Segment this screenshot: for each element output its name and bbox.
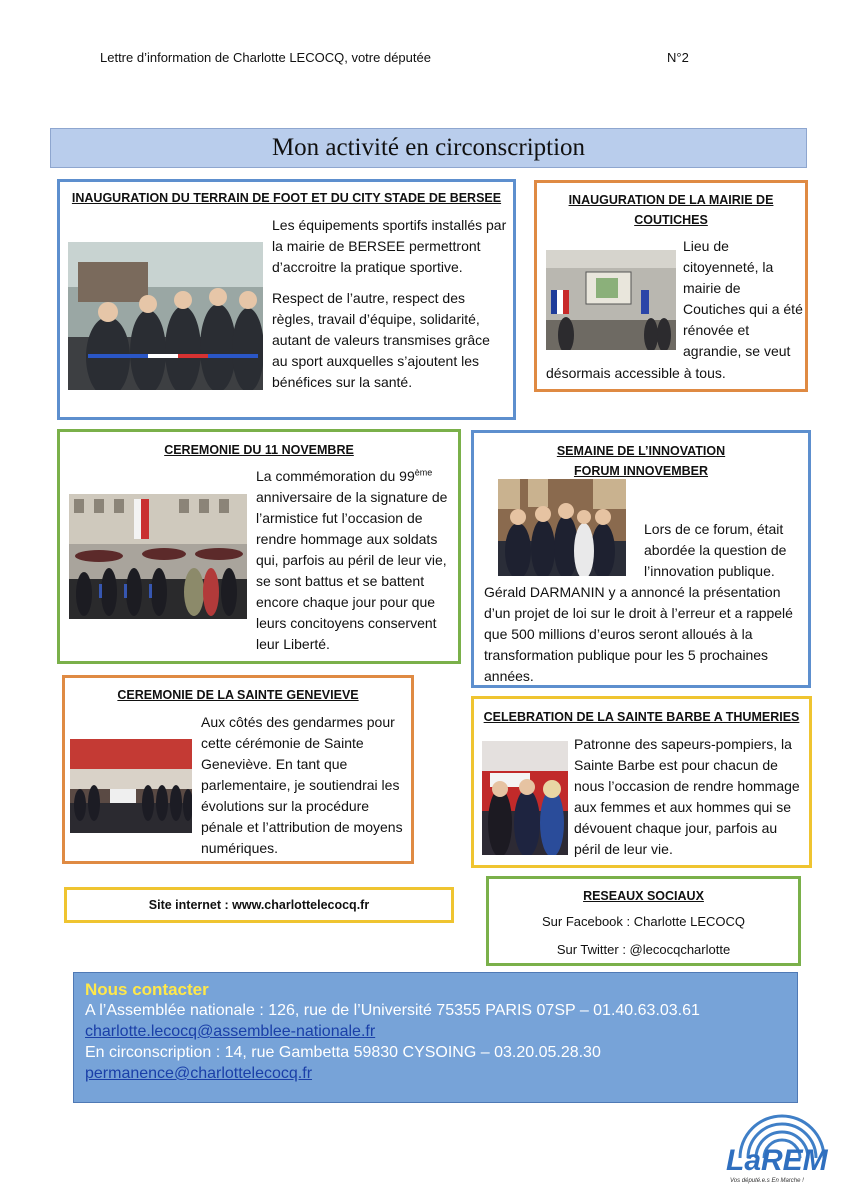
article-title: CELEBRATION DE LA SAINTE BARBE A THUMERIES	[483, 710, 800, 724]
article-text: Aux côtés des gendarmes pour cette cérémonie de Sainte Geneviève. En tant que parlementaire, je soutiendrai les évolutions sur la procédure pénale et l’attribution de moyens numériques.	[201, 714, 403, 856]
photo-ceremonie-11-novembre	[69, 494, 247, 619]
twitter-link[interactable]: Sur Twitter : @lecocqcharlotte	[556, 942, 731, 957]
photo-sainte-genevieve	[70, 739, 192, 833]
photo-mairie-coutiches	[546, 250, 676, 350]
paragraph: Respect de l’autre, respect des règles, travail d’équipe, solidarité, autant de valeurs transmises grâce au sport auxquelles s’ajoutent les bénéfices sur la santé.	[272, 290, 490, 390]
photo-inauguration-bersee	[68, 242, 263, 390]
article-text	[272, 215, 507, 403]
logo-text: LaREM	[726, 1144, 828, 1177]
article-11-novembre	[57, 429, 461, 664]
contact-circonscription-address: En circonscription : 14, rue Gambetta 59830 CYSOING – 03.20.05.28.30	[85, 1044, 601, 1061]
issue-number: N°2	[667, 50, 689, 65]
article-text: Lors de ce forum, était abordée la question de l’innovation publique.	[644, 521, 787, 579]
facebook-link[interactable]: Sur Facebook : Charlotte LECOCQ	[541, 914, 746, 929]
social-networks-box	[486, 876, 801, 966]
photo-forum-innovember	[498, 479, 626, 576]
paragraph: Les équipements sportifs installés par la mairie de BERSEE permettront d’accroitre la pratique sportive.	[272, 217, 507, 275]
article-title: CEREMONIE DE LA SAINTE GENEVIEVE	[117, 688, 359, 702]
section-banner: Mon activité en circonscription	[50, 128, 807, 168]
article-title: CEREMONIE DU 11 NOVEMBRE	[164, 443, 354, 457]
contact-assemblee-address: A l’Assemblée nationale : 126, rue de l’Université 75355 PARIS 07SP – 01.40.63.03.61	[85, 1002, 700, 1019]
social-title: RESEAUX SOCIAUX	[583, 889, 704, 903]
article-title: INAUGURATION DE LA MAIRIE DE COUTICHES	[568, 193, 774, 227]
article-foot-bersee	[57, 179, 516, 420]
contact-box	[73, 972, 798, 1103]
article-sainte-barbe	[471, 696, 812, 868]
article-text: La commémoration du 99ème anniversaire de la signature de l’armistice fut l’occasion de rendre hommage aux soldats qui, parfois au péril de leur vie, se sont battus et se battent encore chaque jour pour que leurs concitoyens conservent leur Liberté.	[256, 467, 448, 652]
article-innovation	[471, 430, 811, 688]
newsletter-title: Lettre d’information de Charlotte LECOCQ, votre députée	[100, 50, 431, 65]
email-permanence-link[interactable]: permanence@charlottelecocq.fr	[85, 1065, 313, 1082]
article-text-full: Gérald DARMANIN y a annoncé la présentation d’un projet de loi sur le droit à l’erreur et a rappelé que 500 millions d’euros seront alloués à la transformation publique pour les 5 prochaines années.	[484, 584, 793, 684]
article-text-end: désormais accessible à tous.	[546, 365, 726, 381]
article-mairie-coutiches	[534, 180, 808, 392]
article-title: INAUGURATION DU TERRAIN DE FOOT ET DU CITY STADE DE BERSEE	[71, 191, 502, 205]
photo-sainte-barbe	[482, 741, 568, 855]
logo-tagline: Vos député.e.s En Marche !	[730, 1178, 804, 1184]
website-box	[64, 887, 454, 923]
article-text: Patronne des sapeurs-pompiers, la Sainte Barbe est pour chacun de nous l’occasion de rendre hommage aux femmes et aux hommes qui se dévouent chaque jour, parfois au péril de leur vie.	[574, 736, 800, 857]
email-assemblee-link[interactable]: charlotte.lecocq@assemblee-nationale.fr	[85, 1023, 376, 1040]
website-link[interactable]: Site internet : www.charlottelecocq.fr	[148, 898, 370, 912]
article-title: SEMAINE DE L’INNOVATION FORUM INNOVEMBER	[556, 444, 726, 478]
contact-heading: Nous contacter	[85, 980, 209, 999]
article-sainte-genevieve	[62, 675, 414, 864]
larem-logo	[722, 1110, 840, 1192]
article-text: Lieu de citoyenneté, la mairie de Coutiches qui a été rénovée et agrandie, se veut	[683, 238, 803, 359]
